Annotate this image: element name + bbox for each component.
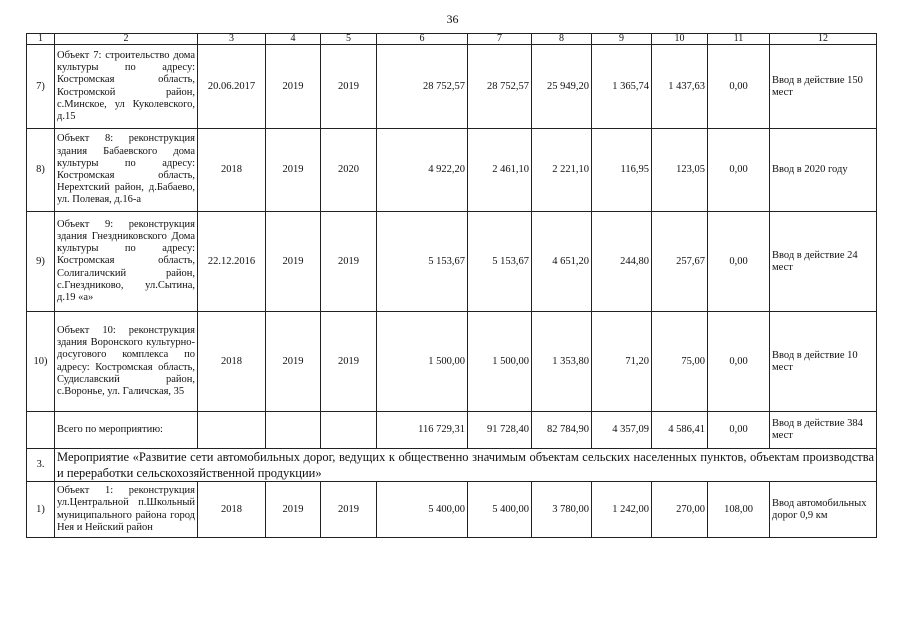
col-num-11: 11 [708,34,770,45]
value-col7: 28 752,57 [468,45,532,129]
value-col8: 2 221,10 [532,129,592,212]
value-col10: 1 437,63 [652,45,708,129]
value-col6: 1 500,00 [377,312,468,412]
table-row [27,312,877,412]
total-col10: 4 586,41 [652,412,708,449]
start-date: 22.12.2016 [198,212,266,312]
result-note: Ввод в действие 150 мест [770,45,877,129]
object-description: Объект 9: реконструкция здания Гнездниковского Дома культуры по адресу: Костромская область, Солигаличский район, с.Гнездниково, ул.Сытина, д.19 «а» [55,212,198,312]
value-col6: 28 752,57 [377,45,468,129]
year-end: 2019 [321,45,377,129]
value-col11: 0,00 [708,212,770,312]
measure-number: 3. [27,449,55,482]
object-description: Объект 7: строительство дома культуры по адресу: Костромская область, Костромской район, с.Минское, ул Куколевского, д.15 [55,45,198,129]
total-col11: 0,00 [708,412,770,449]
col-num-6: 6 [377,34,468,45]
total-col8: 82 784,90 [532,412,592,449]
result-note: Ввод автомобильных дорог 0,9 км [770,482,877,538]
value-col6: 5 400,00 [377,482,468,538]
total-row [27,412,877,449]
value-col9: 1 242,00 [592,482,652,538]
measure-title: Мероприятие «Развитие сети автомобильных дорог, ведущих к общественно значимым объектам сельских населенных пунктов, объектам производства и переработки сельскохозяйственной продукции» [55,449,877,482]
value-col7: 1 500,00 [468,312,532,412]
col-num-3: 3 [198,34,266,45]
table-row [27,45,877,129]
total-col7: 91 728,40 [468,412,532,449]
year-start: 2019 [266,482,321,538]
value-col11: 0,00 [708,312,770,412]
value-col11: 0,00 [708,129,770,212]
start-date: 2018 [198,482,266,538]
value-col10: 270,00 [652,482,708,538]
value-col9: 244,80 [592,212,652,312]
col-num-4: 4 [266,34,321,45]
value-col9: 1 365,74 [592,45,652,129]
row-number: 10) [27,312,55,412]
year-start: 2019 [266,212,321,312]
result-note: Ввод в 2020 году [770,129,877,212]
col-num-8: 8 [532,34,592,45]
value-col7: 2 461,10 [468,129,532,212]
budget-table [26,33,877,538]
col-num-5: 5 [321,34,377,45]
value-col10: 75,00 [652,312,708,412]
value-col7: 5 153,67 [468,212,532,312]
year-end: 2019 [321,212,377,312]
start-date: 2018 [198,129,266,212]
column-number-row [27,34,877,45]
object-description: Объект 10: реконструкция здания Воронского культурно-досугового комплекса по адресу: Костромская область, Судиславский район, с.Воронье, ул. Галичская, 35 [55,312,198,412]
start-date: 2018 [198,312,266,412]
result-note: Ввод в действие 24 мест [770,212,877,312]
value-col6: 4 922,20 [377,129,468,212]
value-col11: 0,00 [708,45,770,129]
measure-header-row [27,449,877,482]
value-col8: 1 353,80 [532,312,592,412]
total-col6: 116 729,31 [377,412,468,449]
total-label: Всего по мероприятию: [55,412,198,449]
start-date: 20.06.2017 [198,45,266,129]
value-col9: 116,95 [592,129,652,212]
value-col10: 257,67 [652,212,708,312]
row-number: 7) [27,45,55,129]
year-start: 2019 [266,312,321,412]
col-num-2: 2 [55,34,198,45]
value-col8: 4 651,20 [532,212,592,312]
table-row [27,482,877,538]
object-description: Объект 1: реконструкция ул.Центральной п.Школьный муниципального района город Нея и Нейский район [55,482,198,538]
value-col10: 123,05 [652,129,708,212]
value-col7: 5 400,00 [468,482,532,538]
value-col9: 71,20 [592,312,652,412]
col-num-7: 7 [468,34,532,45]
year-end: 2020 [321,129,377,212]
year-start: 2019 [266,129,321,212]
col-num-1: 1 [27,34,55,45]
value-col6: 5 153,67 [377,212,468,312]
row-number: 1) [27,482,55,538]
col-num-12: 12 [770,34,877,45]
row-number: 9) [27,212,55,312]
value-col8: 3 780,00 [532,482,592,538]
value-col8: 25 949,20 [532,45,592,129]
object-description: Объект 8: реконструкция здания Бабаевского дома культуры по адресу: Костромская область, Нерехтский район, д.Бабаево, ул. Полевая, д.16-а [55,129,198,212]
table-row [27,129,877,212]
total-col9: 4 357,09 [592,412,652,449]
year-end: 2019 [321,312,377,412]
table-row [27,212,877,312]
total-note: Ввод в действие 384 мест [770,412,877,449]
year-start: 2019 [266,45,321,129]
col-num-10: 10 [652,34,708,45]
row-number: 8) [27,129,55,212]
col-num-9: 9 [592,34,652,45]
value-col11: 108,00 [708,482,770,538]
page-number: 36 [446,12,459,26]
result-note: Ввод в действие 10 мест [770,312,877,412]
year-end: 2019 [321,482,377,538]
